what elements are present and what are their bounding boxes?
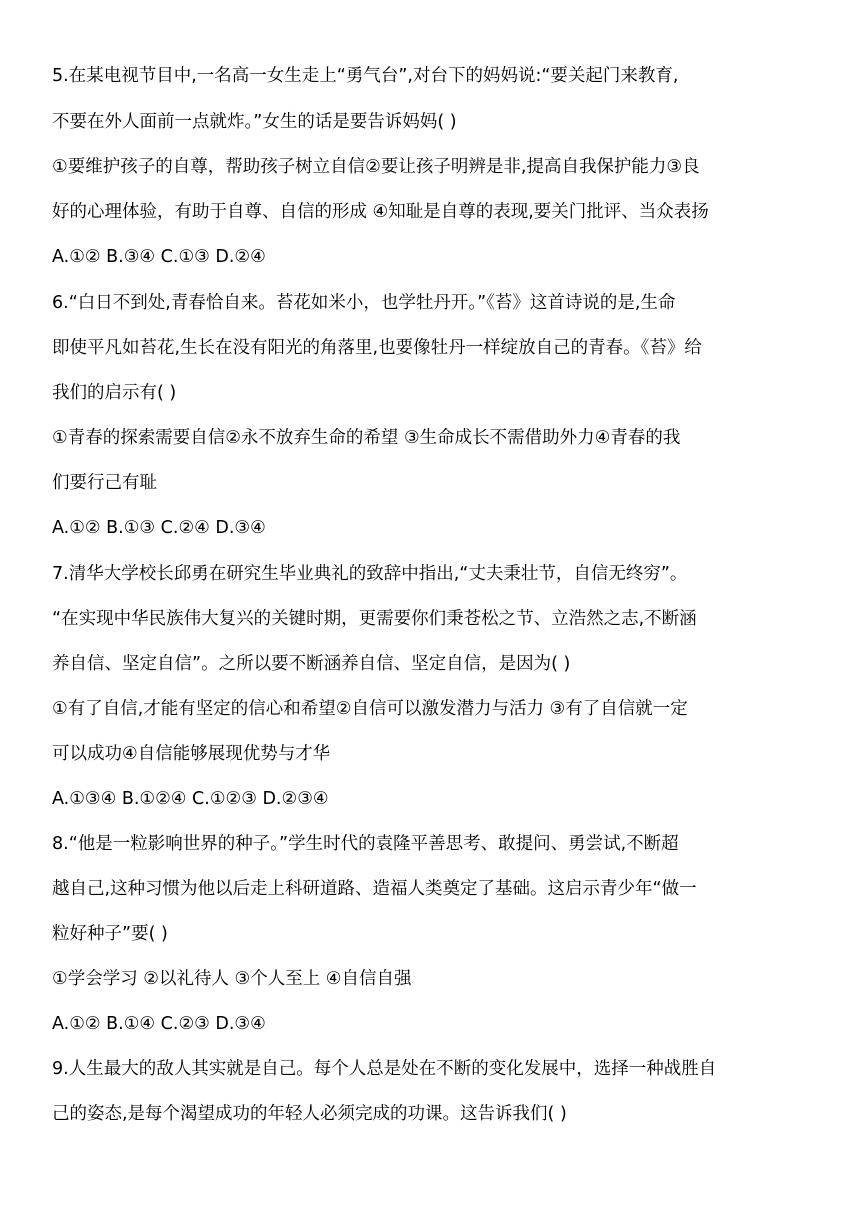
- question-7-stem-line-3: 养自信、坚定自信”。之所以要不断涵养自信、坚定自信，是因为( ): [52, 654, 571, 674]
- question-5-options: A.①② B.③④ C.①③ D.②④: [52, 247, 266, 267]
- question-9-stem-line-2: 己的姿态,是每个渴望成功的年轻人必须完成的功课。这告诉我们( ): [52, 1104, 567, 1124]
- question-6-statements-line-1: ①青春的探索需要自信②永不放弃生命的希望 ③生命成长不需借助外力④青春的我: [52, 428, 681, 448]
- question-5-statements-line-1: ①要维护孩子的自尊，帮助孩子树立自信②要让孩子明辨是非,提高自我保护能力③良: [52, 157, 700, 177]
- question-6-statements-line-2: 们要行己有耻: [52, 473, 157, 493]
- question-5-statements-line-2: 好的心理体验，有助于自尊、自信的形成 ④知耻是自尊的表现,要关门批评、当众表扬: [52, 202, 709, 222]
- question-7-stem-line-2: “在实现中华民族伟大复兴的关键时期，更需要你们秉苍松之节、立浩然之志,不断涵: [52, 609, 697, 629]
- question-6-options: A.①② B.①③ C.②④ D.③④: [52, 518, 266, 538]
- question-6-stem-line-2: 即使平凡如苔花,生长在没有阳光的角落里,也要像牡丹一样绽放自己的青春。《苔》给: [52, 338, 702, 358]
- question-5-stem-line-2: 不要在外人面前一点就炸。”女生的话是要告诉妈妈( ): [52, 112, 457, 132]
- question-6-stem-line-3: 我们的启示有( ): [52, 383, 177, 403]
- question-8-options: A.①② B.①④ C.②③ D.③④: [52, 1014, 266, 1034]
- question-8-stem-line-1: 8.“他是一粒影响世界的种子。”学生时代的袁隆平善思考、敢提问、勇尝试,不断超: [52, 834, 679, 854]
- question-7-statements-line-1: ①有了自信,才能有坚定的信心和希望②自信可以激发潜力与活力 ③有了自信就一定: [52, 699, 688, 719]
- question-8-stem-line-2: 越自己,这种习惯为他以后走上科研道路、造福人类奠定了基础。这启示青少年“做一: [52, 879, 697, 899]
- question-8-stem-line-3: 粒好种子”要( ): [52, 924, 168, 944]
- question-8-statements-line-1: ①学会学习 ②以礼待人 ③个人至上 ④自信自强: [52, 969, 412, 989]
- question-7-statements-line-2: 可以成功④自信能够展现优势与才华: [52, 744, 331, 764]
- question-7-stem-line-1: 7.清华大学校长邱勇在研究生毕业典礼的致辞中指出,“丈夫秉壮节，自信无终穷”。: [52, 564, 688, 584]
- question-9-stem-line-1: 9.人生最大的敌人其实就是自己。每个人总是处在不断的变化发展中，选择一种战胜自: [52, 1059, 717, 1079]
- question-5-stem-line-1: 5.在某电视节目中,一名高一女生走上“勇气台”,对台下的妈妈说:“要关起门来教育,: [52, 66, 679, 86]
- question-6-stem-line-1: 6.“白日不到处,青春恰自来。苔花如米小，也学牡丹开。”《苔》这首诗说的是,生命: [52, 293, 676, 313]
- question-7-options: A.①③④ B.①②④ C.①②③ D.②③④: [52, 789, 329, 809]
